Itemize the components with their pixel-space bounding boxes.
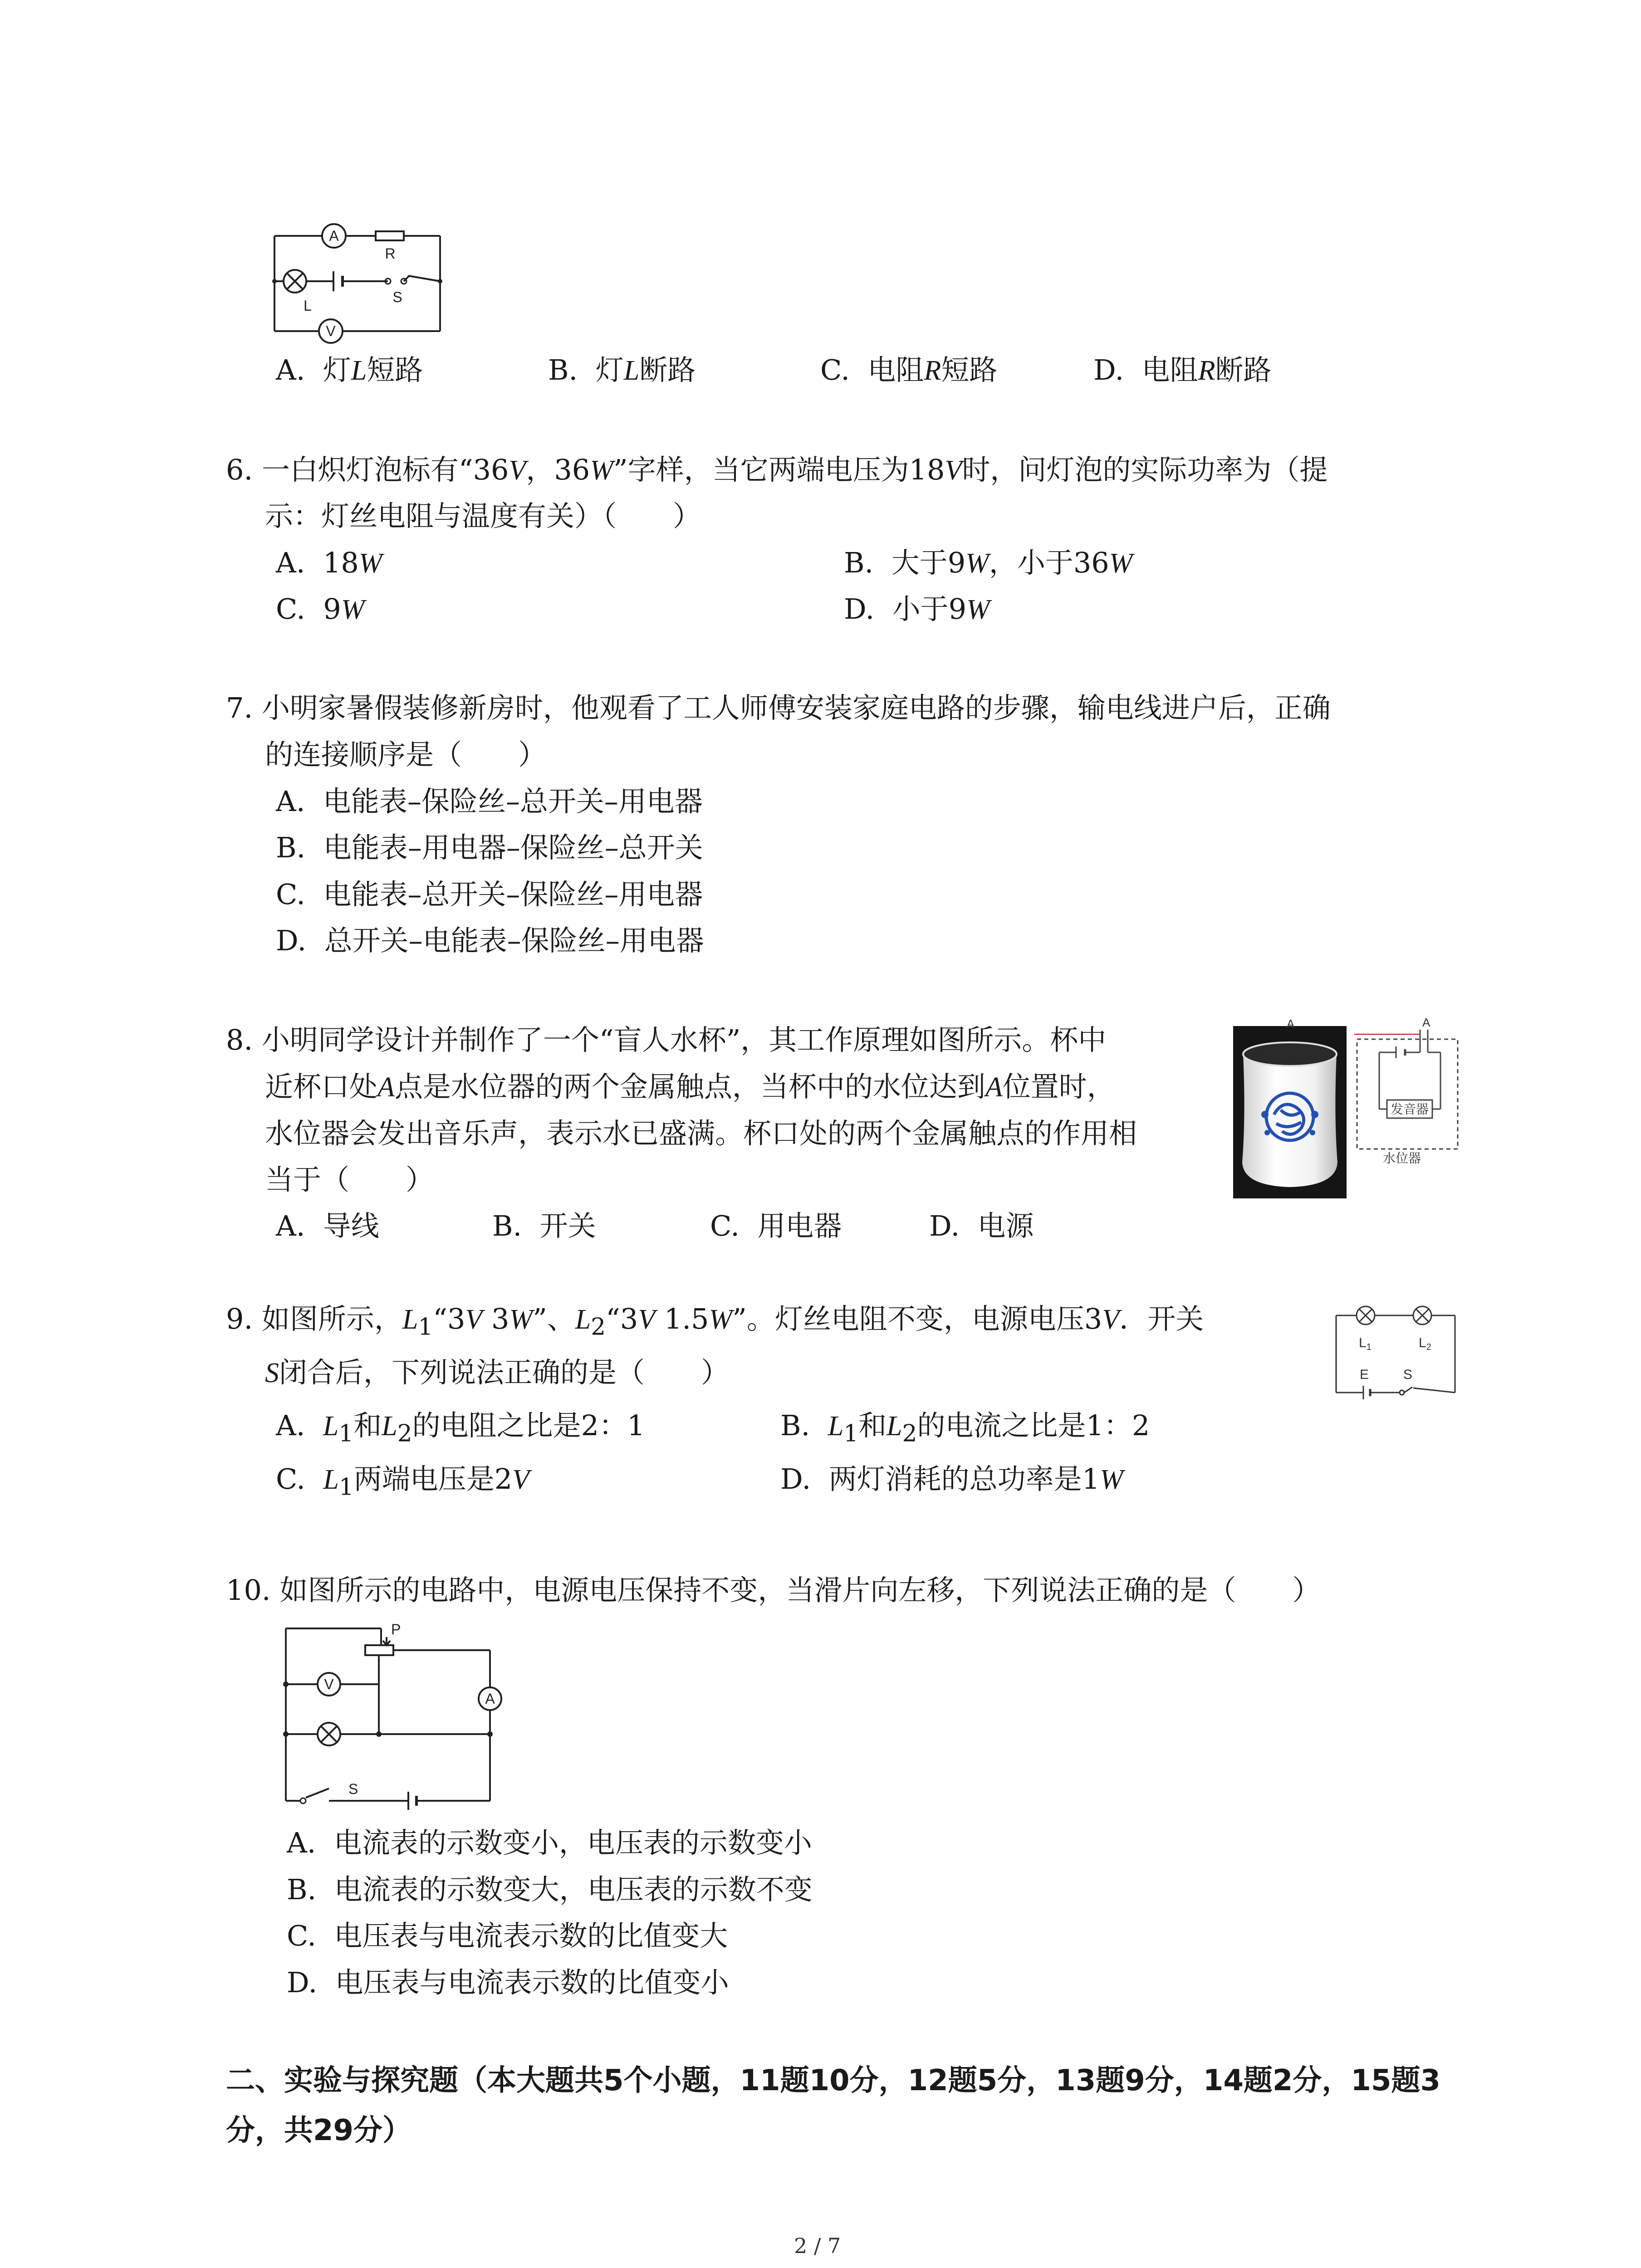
- q6-option-c[interactable]: C. 9W: [276, 592, 365, 626]
- q10-fig-label-A: A: [485, 1691, 495, 1707]
- q6-stem-line2: 示：灯丝电阻与温度有关）（ ）: [265, 499, 701, 533]
- q5-fig-label-R: R: [385, 245, 396, 262]
- q7-option-a[interactable]: A. 电能表–保险丝–总开关–用电器: [276, 785, 703, 818]
- q7-option-d[interactable]: D. 总开关–电能表–保险丝–用电器: [276, 924, 704, 957]
- q8-cup-photo: [1233, 1026, 1347, 1198]
- q5-fig-label-L: L: [304, 298, 312, 314]
- q5-option-d[interactable]: D. 电阻R断路: [1093, 353, 1272, 386]
- q8-option-b[interactable]: B. 开关: [492, 1209, 596, 1242]
- q8-fig-device-label: 发音器: [1390, 1102, 1429, 1116]
- q8-option-a[interactable]: A. 导线: [276, 1209, 379, 1242]
- q10-option-c[interactable]: C. 电压表与电流表示数的比值变大: [287, 1919, 728, 1952]
- q9-fig-L1: $L_1$: [1359, 1335, 1372, 1352]
- q10-option-a[interactable]: A. 电流表的示数变小，电压表的示数变小: [287, 1826, 812, 1859]
- q5-fig-label-V: V: [326, 323, 336, 339]
- section2-heading-line1: 二、实验与探究题（本大题共5个小题，11题10分，12题5分，13题9分，14题2分，15题3: [226, 2064, 1441, 2097]
- q10-option-b[interactable]: B. 电流表的示数变大，电压表的示数不变: [287, 1873, 813, 1906]
- q9-stem-line2: S闭合后，下列说法正确的是（ ）: [265, 1356, 730, 1389]
- page-number: 2 / 7: [794, 2234, 841, 2258]
- q8-stem-line4: 当于（ ）: [265, 1163, 434, 1196]
- q5-circuit-figure: [268, 218, 458, 349]
- q6-option-b[interactable]: B. 大于9W，小于36W: [844, 546, 1133, 579]
- q7-option-c[interactable]: C. 电能表–总开关–保险丝–用电器: [276, 878, 703, 911]
- q10-stem: 10. 如图所示的电路中，电源电压保持不变，当滑片向左移，下列说法正确的是（ ）: [226, 1574, 1321, 1607]
- q6-option-a[interactable]: A. 18W: [276, 546, 382, 579]
- q9-fig-E: E: [1360, 1367, 1369, 1382]
- q9-option-a[interactable]: A. $L_1$和$L_2$的电阻之比是2：1: [276, 1409, 645, 1447]
- q5-option-b[interactable]: B. 灯L断路: [548, 353, 696, 386]
- q8-stem-line3: 水位器会发出音乐声，表示水已盛满。杯口处的两个金属触点的作用相: [265, 1117, 1137, 1150]
- q7-stem-line1: 7. 小明家暑假装修新房时，他观看了工人师傅安装家庭电路的步骤，输电线进户后，正确: [226, 691, 1331, 724]
- q10-fig-label-V: V: [324, 1676, 334, 1692]
- q5-fig-label-A: A: [329, 228, 339, 244]
- q6-option-d[interactable]: D. 小于9W: [844, 592, 990, 626]
- q9-fig-S: S: [1403, 1367, 1413, 1382]
- q8-option-d[interactable]: D. 电源: [929, 1209, 1034, 1242]
- q5-option-c[interactable]: C. 电阻R短路: [820, 353, 998, 386]
- q9-option-d[interactable]: D. 两灯消耗的总功率是1W: [780, 1462, 1123, 1496]
- section2-heading-line2: 分，共29分）: [226, 2114, 412, 2147]
- q8-stem-line1: 8. 小明同学设计并制作了一个“盲人水杯”，其工作原理如图所示。杯中: [226, 1023, 1107, 1056]
- q9-stem-line1: 9. 如图所示，$L_1“3V$ 3W”、$L_2“3V$ 1.5W”。灯丝电阻不变，电源电压3V．开关: [226, 1302, 1204, 1341]
- q5-fig-label-S: S: [392, 289, 402, 305]
- q9-fig-L2: $L_2$: [1419, 1335, 1431, 1352]
- q9-circuit-figure: [1332, 1297, 1461, 1402]
- q8-fig-label-A-left: A: [1287, 1017, 1295, 1031]
- q5-option-a[interactable]: A. 灯L短路: [276, 353, 423, 386]
- q6-stem-line1: 6. 一白炽灯泡标有“36V，36W”字样，当它两端电压为18V时，问灯泡的实际功率为（提: [226, 453, 1328, 486]
- q7-option-b[interactable]: B. 电能表–用电器–保险丝–总开关: [276, 831, 703, 864]
- q10-option-d[interactable]: D. 电压表与电流表示数的比值变小: [287, 1966, 729, 1999]
- q8-water-level-circuit: [1354, 1018, 1461, 1168]
- q8-fig-label-A-right: A: [1422, 1018, 1430, 1029]
- q8-option-c[interactable]: C. 用电器: [710, 1209, 842, 1242]
- q10-circuit-figure: [272, 1617, 508, 1821]
- q10-fig-label-P: P: [391, 1621, 401, 1637]
- q7-stem-line2: 的连接顺序是（ ）: [265, 738, 547, 771]
- q9-option-c[interactable]: C. $L_1$两端电压是2V: [276, 1462, 530, 1501]
- q8-stem-line2: 近杯口处A点是水位器的两个金属触点，当杯中的水位达到A位置时，: [265, 1070, 1115, 1103]
- q10-fig-label-S: S: [348, 1781, 358, 1797]
- q8-fig-water-level-label: 水位器: [1382, 1151, 1421, 1165]
- q9-option-b[interactable]: B. $L_1$和$L_2$的电流之比是1：2: [780, 1409, 1150, 1447]
